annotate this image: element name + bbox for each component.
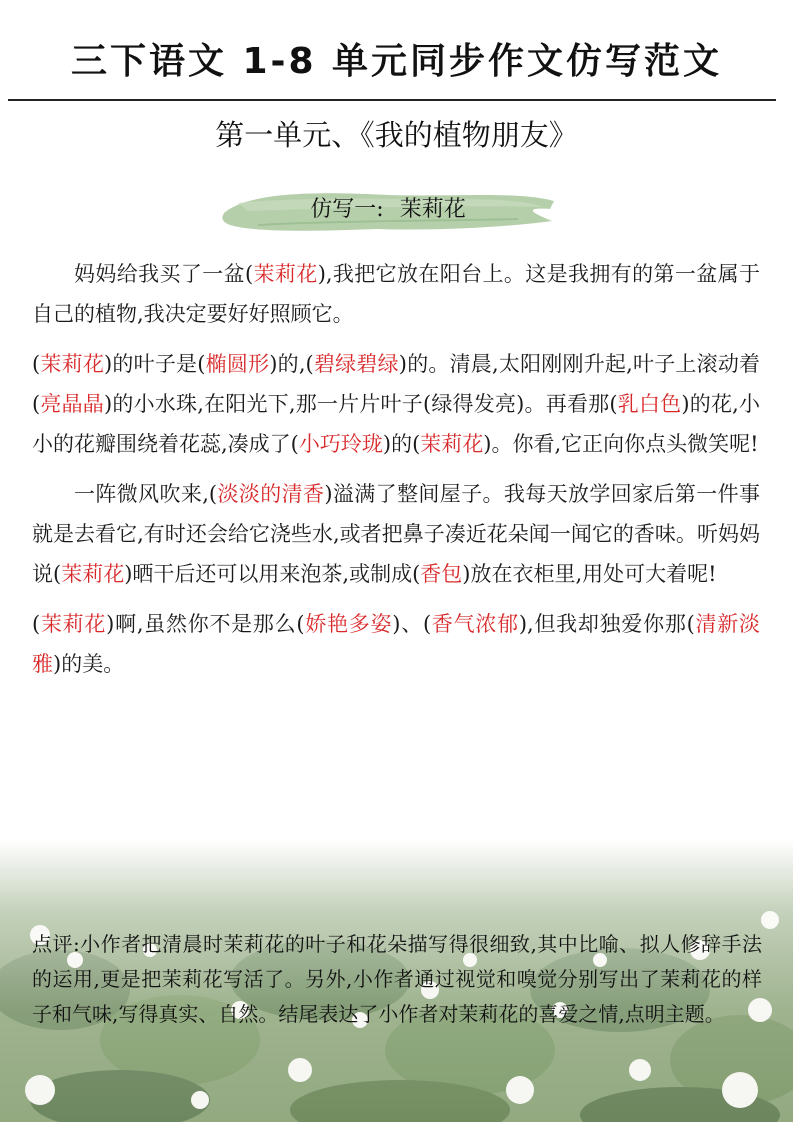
highlighted-phrase: 茉莉花	[253, 262, 318, 286]
text-segment: )的花,小小的花瓣围绕着花蕊,凑成了(	[32, 392, 761, 456]
highlighted-phrase: 淡淡的清香	[217, 482, 325, 506]
highlighted-phrase: 香包	[420, 562, 463, 586]
highlighted-phrase: 茉莉花	[40, 612, 107, 636]
text-segment: )的小水珠,在阳光下,那一片片叶子(绿得发亮)。再看那(	[104, 392, 618, 416]
highlighted-phrase: 茉莉花	[61, 562, 125, 586]
text-segment: (	[32, 612, 41, 636]
text-segment: )啊,虽然你不是那么(	[106, 612, 305, 636]
highlighted-phrase: 清新淡雅	[32, 612, 761, 676]
text-segment: )的,(	[269, 352, 314, 376]
section-topic: 茉莉花	[399, 197, 466, 222]
text-segment: 妈妈给我买了一盆(	[74, 262, 254, 286]
text-segment: )的(	[382, 432, 421, 456]
highlighted-phrase: 乳白色	[617, 392, 682, 416]
text-segment: )的美。	[53, 652, 125, 676]
highlighted-phrase: 娇艳多姿	[304, 612, 393, 636]
unit-subtitle: 第一单元、《我的植物朋友》	[215, 118, 578, 152]
highlighted-phrase: 茉莉花	[40, 352, 105, 376]
essay-paragraph	[32, 254, 760, 334]
highlighted-phrase: 椭圆形	[205, 352, 270, 376]
highlighted-phrase: 小巧玲珑	[298, 432, 383, 456]
text-segment: )晒干后还可以用来泡茶,或制成(	[124, 562, 421, 586]
highlighted-phrase: 亮晶晶	[40, 392, 105, 416]
section-label: 仿写一:	[310, 197, 384, 222]
essay-paragraph	[32, 474, 760, 594]
text-segment: ),我把它放在阳台上。这是我拥有的第一盆属于自己的植物,我决定要好好照顾它。	[32, 262, 761, 326]
text-segment: )、(	[392, 612, 432, 636]
title-divider	[8, 99, 776, 101]
text-segment: )。你看,它正向你点头微笑呢!	[483, 432, 759, 456]
highlighted-phrase: 香气浓郁	[431, 612, 519, 636]
text-segment: )溢满了整间屋子。我每天放学回家后第一件事就是去看它,有时还会给它浇些水,或者把鼻子凑近花朵闻一闻它的香味。听妈妈说(	[32, 482, 761, 586]
teacher-comment: 点评:小作者把清晨时茉莉花的叶子和花朵描写得很细致,其中比喻、拟人修辞手法的运用,更是把茉莉花写活了。另外,小作者通过视觉和嗅觉分别写出了茉莉花的样子和气味,写得真实、自然。结尾表达了小作者对茉莉花的喜爱之情,点明主题。	[32, 932, 762, 1026]
text-segment: )放在衣柜里,用处可大着呢!	[462, 562, 717, 586]
essay-paragraph	[32, 604, 760, 684]
text-segment: (	[32, 352, 41, 376]
text-segment: )的叶子是(	[104, 352, 206, 376]
text-segment: ),但我却独爱你那(	[518, 612, 695, 636]
text-segment: )的。清晨,太阳刚刚升起,叶子上滚动着(	[32, 352, 761, 416]
highlighted-phrase: 茉莉花	[420, 432, 484, 456]
essay-body	[32, 254, 760, 694]
text-segment: 一阵微风吹来,(	[74, 482, 218, 506]
highlighted-phrase: 碧绿碧绿	[313, 352, 399, 376]
essay-paragraph	[32, 344, 760, 464]
document-title: 三下语文 1-8 单元同步作文仿写范文	[70, 41, 723, 82]
section-heading	[218, 195, 558, 226]
